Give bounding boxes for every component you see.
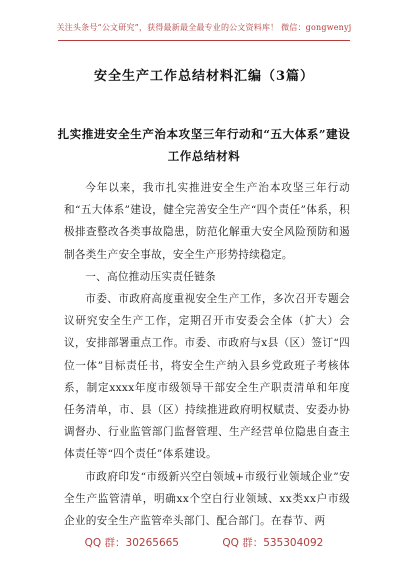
- section-title-line1: 扎实推进安全生产治本攻坚三年行动和“五大体系”建设: [57, 127, 351, 141]
- footer-qq-group-1: QQ 群：30265665: [84, 537, 179, 549]
- footer-qq-group-2: QQ 群：535304092: [222, 537, 324, 549]
- document-title: 安全生产工作总结材料汇编（3篇）: [93, 69, 315, 84]
- paragraph-supervision: 市政府印发“市级新兴空白领域+市级行业领域企业”安全生产监管清单，明确xx个空白行业领域、xx类xx户市级企业的安全生产监管牵头部门、配合部门。在春节、两: [64, 470, 350, 528]
- paragraph-intro: 今年以来，我市扎实推进安全生产治本攻坚三年行动和“五大体系”建设，健全完善安全生产“四个责任”体系，积极排查整改各类事故隐患，防范化解重大安全风险预防和遏制各类生产安全事故，安全生产形势持续稳定。: [64, 182, 350, 261]
- header-divider: [58, 40, 350, 41]
- body-text: [64, 177, 350, 532]
- header-note: 关注头条号“公文研究”，获得最新最全最专业的公文资料库！ 微信：gongwenyj: [56, 23, 352, 32]
- footer: [0, 535, 408, 550]
- paragraph-responsibility: 市委、市政府高度重视安全生产工作，多次召开专题会议研究安全生产工作，定期召开市安委会全体（扩大）会议，安排部署重点工作。市委、市政府与x县（区）签订“四位一体”目标责任书，将安全生产纳入县乡党政班子考核体系，制定xxxx年度市级领导干部安全生产职责清单和年度任务清单，市、县（区）持续推进政府明权赋责、安委办协调督办、行业监管部门监督管理、生产经营单位隐患自查主体责任等“四个责任”体系建设。: [64, 293, 350, 461]
- paragraph-heading-1: 一、高位推动压实责任链条: [85, 270, 216, 283]
- section-title-line2: 工作总结材料: [167, 149, 241, 163]
